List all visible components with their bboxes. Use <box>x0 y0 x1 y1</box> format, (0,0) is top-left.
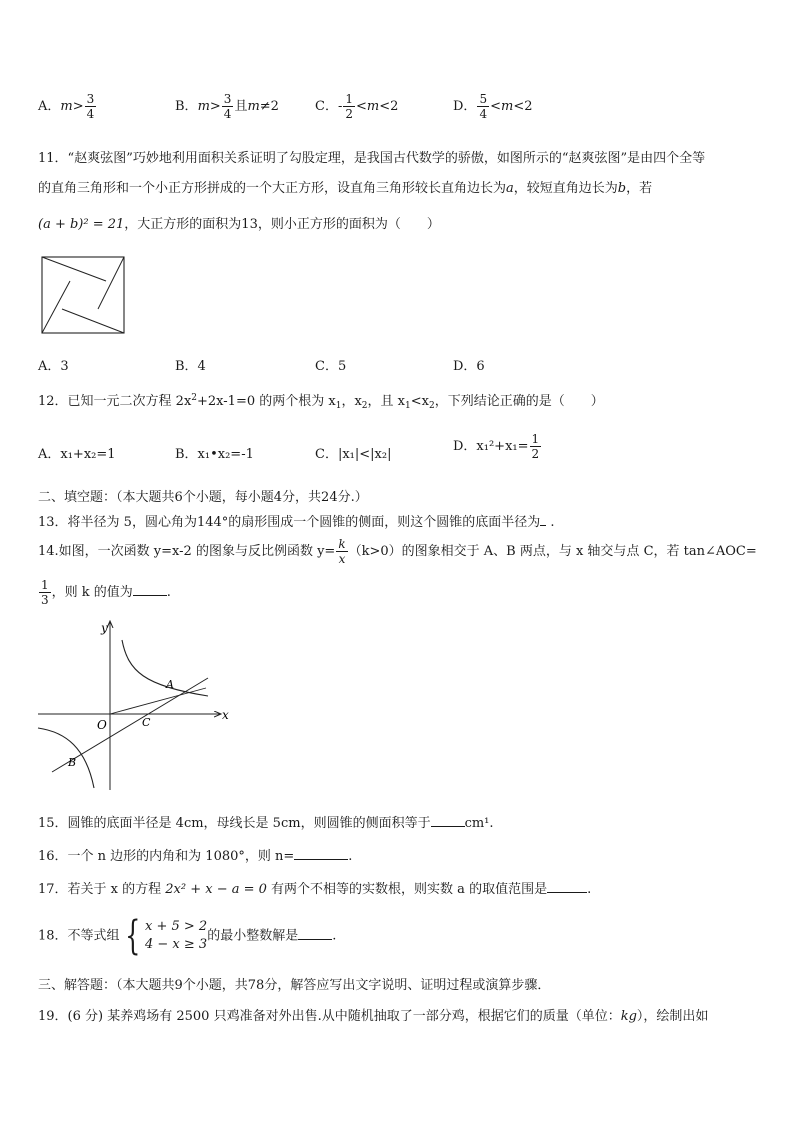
text: <2 <box>379 99 399 114</box>
text: 18．不等式组 <box>38 928 120 944</box>
inequality-1: x + 5 > 2 <box>145 919 208 934</box>
q12-option-d <box>453 432 542 461</box>
q14-line-1 <box>38 537 757 566</box>
text: <x <box>410 394 429 409</box>
fraction-numerator: 1 <box>531 432 540 446</box>
section-3-heading: 三、解答题：（本大题共9个小题，共78分，解答应写出文字说明、证明过程或演算步骤． <box>38 978 551 993</box>
text: 12．已知一元二次方程 2x <box>38 394 192 409</box>
text: . <box>166 585 171 600</box>
relation: > <box>209 99 221 114</box>
superscript: 2 <box>191 393 198 403</box>
q11-option-c: C．5 <box>315 359 347 374</box>
q11-line-2 <box>38 177 652 196</box>
text: ，大正方形的面积为13，则小正方形的面积为（ ） <box>124 217 440 232</box>
q10-option-b <box>175 92 279 121</box>
q19 <box>38 1005 708 1024</box>
text: 有两个不相等的实数根，则实数 a 的取值范围是 <box>266 882 548 897</box>
q18 <box>38 913 337 959</box>
fraction <box>222 92 234 121</box>
q12-stem <box>38 390 604 411</box>
text: 的最小整数解是 <box>207 928 299 944</box>
x-axis-label: x <box>222 708 229 722</box>
fraction-denominator: 4 <box>223 107 232 121</box>
triangle-edge <box>42 257 106 281</box>
section-2-heading: 二、填空题：（本大题共6个小题，每小题4分，共24分.） <box>38 490 368 505</box>
text: . <box>587 882 592 897</box>
q11-line-3 <box>38 213 440 232</box>
unit: kg <box>620 1009 637 1024</box>
text: 且 <box>234 99 248 114</box>
text: ，若 <box>626 181 653 196</box>
text: cm¹. <box>464 816 494 831</box>
function-graph <box>36 616 236 794</box>
variable: m <box>197 99 210 114</box>
fraction-numerator: 3 <box>223 92 232 106</box>
segment-oa <box>110 688 206 714</box>
fraction <box>530 432 542 461</box>
equation: 2x² + x − a = 0 <box>165 882 267 897</box>
subscript: 2 <box>361 401 368 411</box>
fraction-denominator: 2 <box>531 447 540 461</box>
text: ，较短直角边长为 <box>513 181 618 196</box>
variable: m <box>247 99 260 114</box>
answer-blank <box>547 892 587 893</box>
point-a-label: A <box>166 678 174 691</box>
zhao-shuang-diagram <box>40 255 128 335</box>
origin-label: O <box>97 718 107 732</box>
answer-blank <box>298 939 332 940</box>
text: 19．(6 分) 某养鸡场有 2500 只鸡准备对外出售.从中随机抽取了一部分鸡，根据它们的质量（单位： <box>38 1009 621 1024</box>
fraction <box>85 92 97 121</box>
q17 <box>38 878 591 897</box>
option-label: A． <box>38 99 61 114</box>
answer-blank <box>431 826 465 827</box>
q10-option-c <box>315 92 398 121</box>
fraction-numerator: 3 <box>86 92 95 106</box>
outer-square <box>42 257 124 333</box>
text: 14.如图，一次函数 y=x-2 的图象与反比例函数 y= <box>38 544 336 559</box>
text: ，且 x <box>367 394 405 409</box>
text: ，则 k 的值为 <box>51 585 133 600</box>
variable: b <box>617 181 627 196</box>
hyperbola-branch-lower <box>38 728 94 788</box>
text: D．x₁²+x₁= <box>453 439 529 454</box>
fraction-numerator: 1 <box>41 578 49 592</box>
text: . <box>546 515 555 530</box>
variable: a <box>506 181 514 196</box>
relation: < <box>356 99 367 114</box>
point-b-label: B <box>68 756 77 769</box>
q14-line-2 <box>38 578 171 607</box>
q10-option-d <box>453 92 532 121</box>
q10-option-a <box>38 92 97 121</box>
hyperbola-branch-upper <box>122 640 208 696</box>
text: 的直角三角形和一个小正方形拼成的一个大正方形，设直角三角形较长直角边长为 <box>38 181 507 196</box>
formula: (a + b)² = 21 <box>38 217 125 232</box>
text: 16．一个 n 边形的内角和为 1080°，则 n= <box>38 849 295 864</box>
q12-option-c: C．|x₁|<|x₂| <box>315 447 392 462</box>
text: 13．将半径为 5，圆心角为144°的扇形围成一个圆锥的侧面，则这个圆锥的底面半径为 <box>38 515 541 530</box>
relation: > <box>72 99 84 114</box>
fraction-numerator: 1 <box>345 92 353 106</box>
point-c-label: C <box>142 716 151 729</box>
inequality-system <box>145 918 207 954</box>
subscript: 1 <box>405 401 411 411</box>
q13 <box>38 511 555 530</box>
inequality-2: 4 − x ≥ 3 <box>145 937 208 952</box>
text: . <box>332 928 337 944</box>
fraction <box>343 92 355 121</box>
text: - <box>337 99 343 114</box>
text: ，x <box>341 394 362 409</box>
fraction-numerator: k <box>338 537 346 551</box>
q11-option-b: B．4 <box>175 359 206 374</box>
option-label: D． <box>453 99 477 114</box>
variable: m <box>366 99 380 114</box>
answer-blank <box>294 859 348 860</box>
q11-option-a: A．3 <box>38 359 69 374</box>
fraction-denominator: x <box>338 552 346 566</box>
subscript: 1 <box>335 401 342 411</box>
text: +2x-1=0 的两个根为 x <box>197 394 336 409</box>
fraction <box>39 578 51 607</box>
fraction <box>477 92 489 121</box>
y-axis-label: y <box>101 621 108 635</box>
variable: m <box>60 99 73 114</box>
text: 15．圆锥的底面半径是 4cm，母线长是 5cm，则圆锥的侧面积等于 <box>38 816 431 831</box>
answer-blank <box>133 595 167 596</box>
relation: < <box>490 99 501 114</box>
fraction-denominator: 3 <box>41 593 49 607</box>
text: 17．若关于 x 的方程 <box>38 882 166 897</box>
option-label: B． <box>175 99 198 114</box>
fraction-numerator: 5 <box>479 92 488 106</box>
q12-option-b: B．x₁•x₂=-1 <box>175 447 254 462</box>
q12-option-a: A．x₁+x₂=1 <box>38 447 116 462</box>
variable: m <box>500 99 514 114</box>
fraction-denominator: 4 <box>479 107 488 121</box>
option-label: C． <box>315 99 338 114</box>
triangle-edge <box>62 309 124 333</box>
text: ≠2 <box>259 99 279 114</box>
subscript: 2 <box>428 401 435 411</box>
text: （k>0）的图象相交于 A、B 两点，与 x 轴交与点 C，若 tan∠AOC= <box>348 544 757 559</box>
fraction <box>336 537 347 566</box>
q11-line-1: 11．“赵爽弦图”巧妙地利用面积关系证明了勾股定理，是我国古代数学的骄傲，如图所示的“赵爽弦图”是由四个全等 <box>38 151 706 166</box>
q11-option-d: D．6 <box>453 359 485 374</box>
text: ，下列结论正确的是（ ） <box>434 394 604 409</box>
text: <2 <box>513 99 533 114</box>
q15 <box>38 812 494 831</box>
triangle-edge <box>42 281 70 333</box>
q16 <box>38 845 352 864</box>
left-brace: { <box>124 913 140 959</box>
text: . <box>348 849 353 864</box>
fraction-denominator: 4 <box>86 107 95 121</box>
text: ），绘制出如 <box>636 1009 709 1024</box>
fraction-denominator: 2 <box>345 107 353 121</box>
triangle-edge <box>98 257 124 309</box>
